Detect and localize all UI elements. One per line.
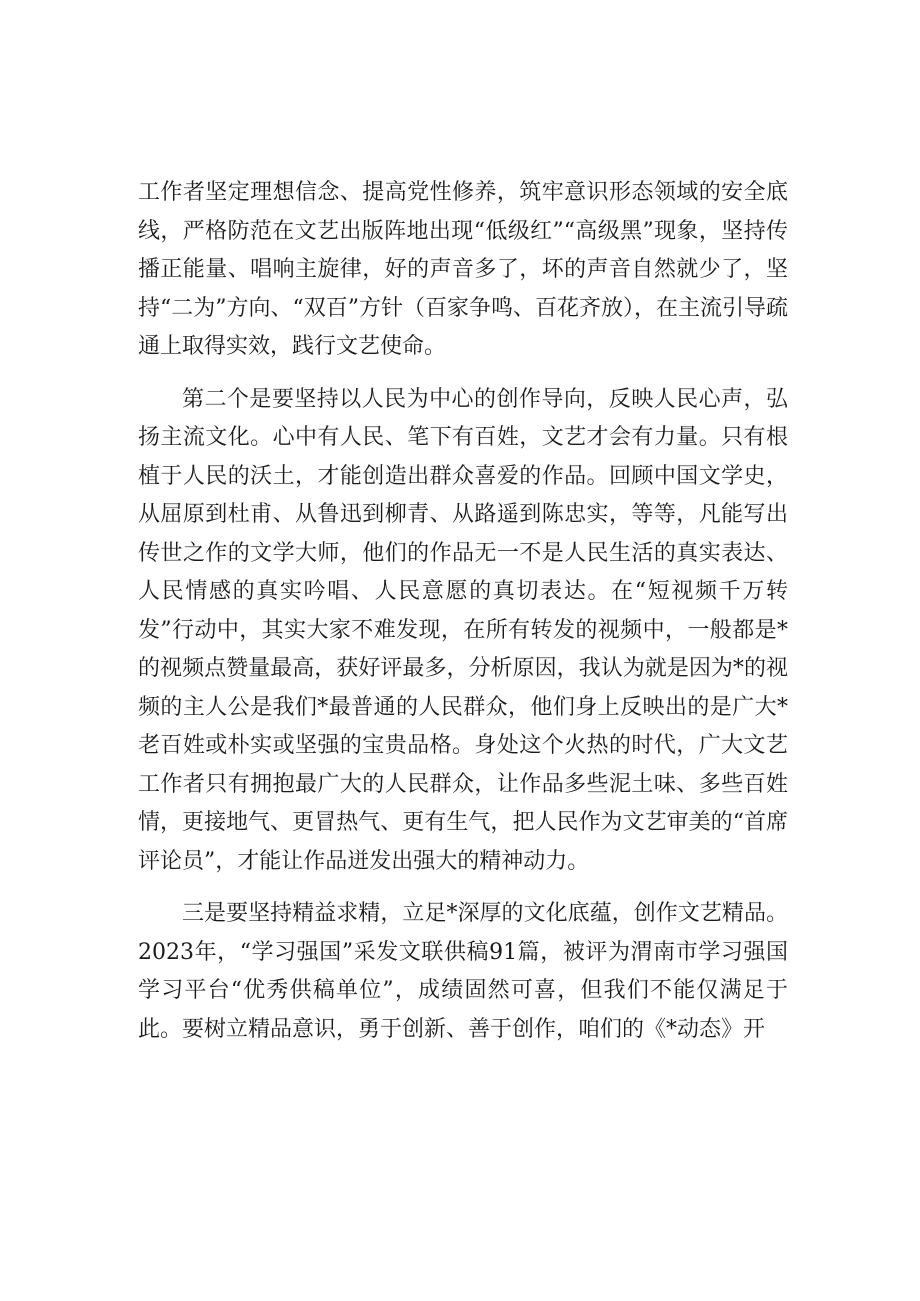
document-body (138, 174, 788, 1049)
paragraph-third-point: 三是要坚持精益求精，立足*深厚的文化底蕴，创作文艺精品。2023年，“学习强国”采发文联供稿91篇，被评为渭南市学习强国学习平台“优秀供稿单位”，成绩固然可喜，但我们不能仅满足于此。要树立精品意识，勇于创新、善于创作，咱们的《*动态》开 (138, 901, 788, 1042)
paragraph-continued: 工作者坚定理想信念、提高党性修养，筑牢意识形态领域的安全底线，严格防范在文艺出版阵地出现“低级红”“高级黑”现象，坚持传播正能量、唱响主旋律，好的声音多了，坏的声音自然就少了，坚持“二为”方向、“双百”方针（百家争鸣、百花齐放），在主流引导疏通上取得实效，践行文艺使命。 (138, 180, 788, 359)
paragraph-second-point: 第二个是要坚持以人民为中心的创作导向，反映人民心声，弘扬主流文化。心中有人民、笔下有百姓，文艺才会有力量。只有根植于人民的沃土，才能创造出群众喜爱的作品。回顾中国文学史，从屈原到杜甫、从鲁迅到柳青、从路遥到陈忠实，等等，凡能写出传世之作的文学大师，他们的作品无一不是人民生活的真实表达、人民情感的真实吟唱、人民意愿的真切表达。在“短视频千万转发”行动中，其实大家不难发现，在所有转发的视频中，一般都是*的视频点赞量最高，获好评最多，分析原因，我认为就是因为*的视频的主人公是我们*最普通的人民群众，他们身上反映出的是广大*老百姓或朴实或坚强的宝贵品格。身处这个火热的时代，广大文艺工作者只有拥抱最广大的人民群众，让作品多些泥土味、多些百姓情，更接地气、更冒热气、更有生气，把人民作为文艺审美的“首席评论员”，才能让作品迸发出强大的精神动力。 (138, 386, 788, 874)
